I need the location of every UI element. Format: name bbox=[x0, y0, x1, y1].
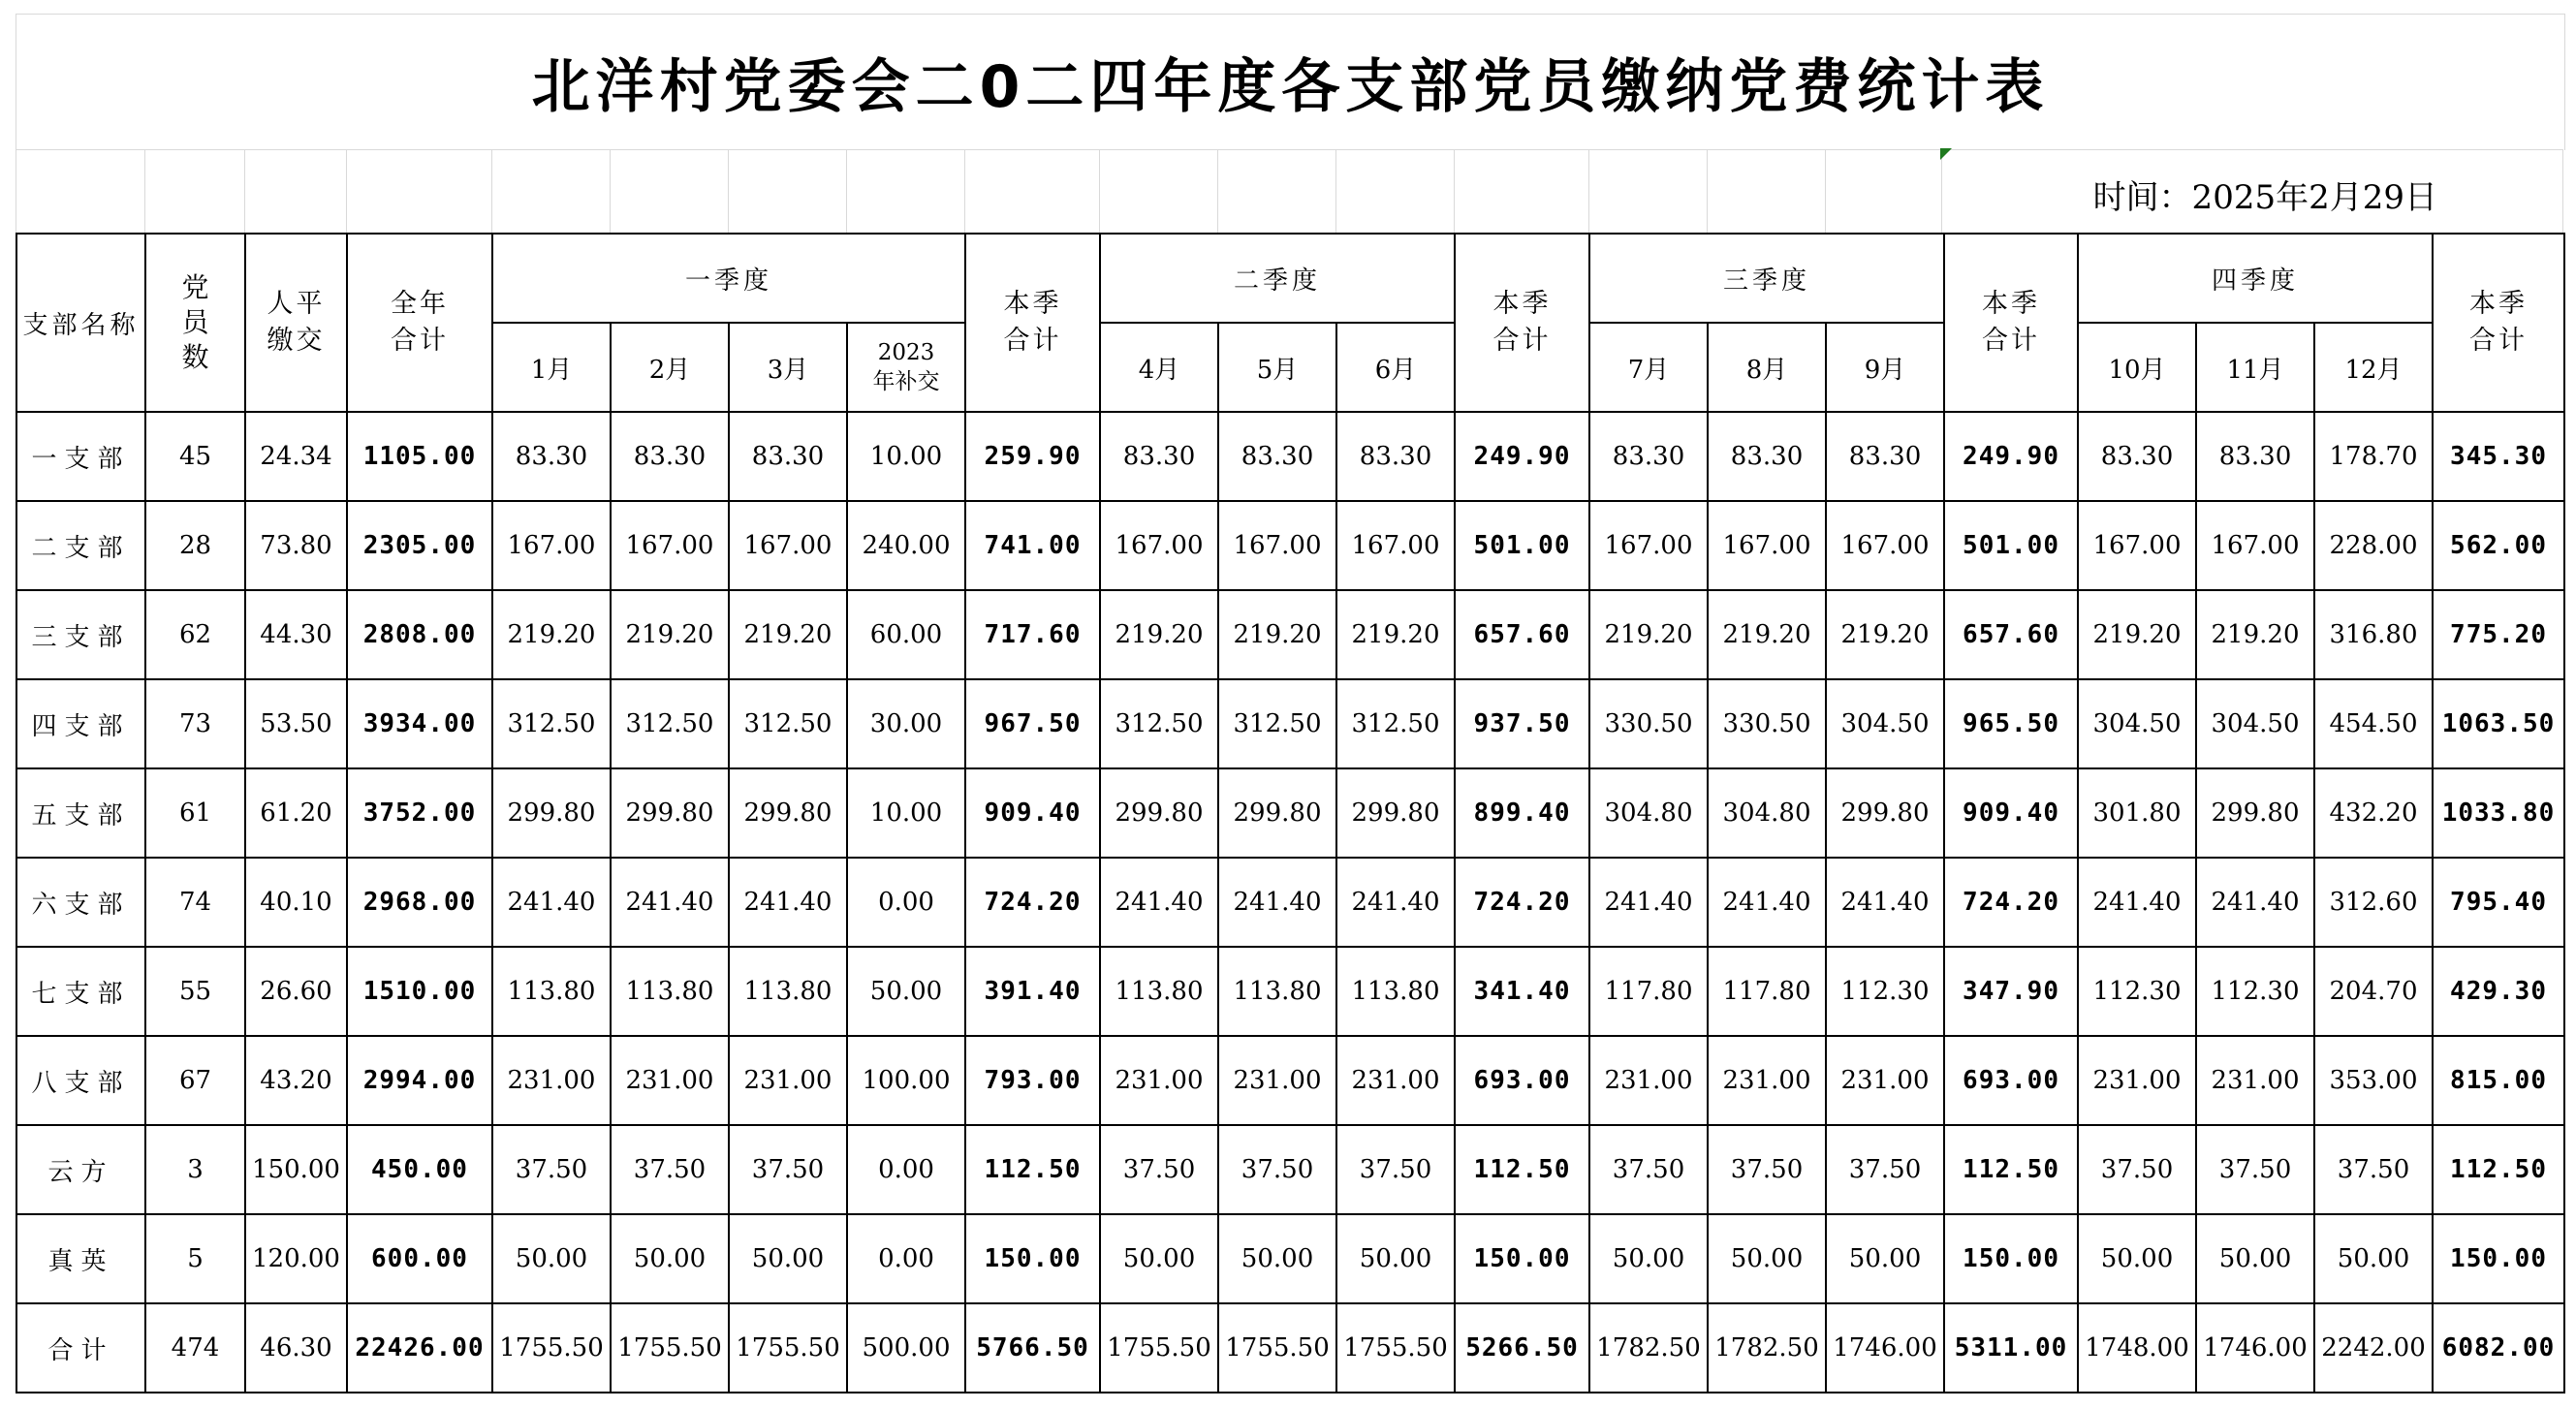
month-1-cell: 113.80 bbox=[492, 947, 611, 1036]
month-11-cell: 219.20 bbox=[2196, 590, 2314, 679]
month-11-cell: 50.00 bbox=[2196, 1214, 2314, 1303]
month-8-cell: 50.00 bbox=[1708, 1214, 1826, 1303]
month-10-cell: 241.40 bbox=[2078, 858, 2196, 947]
table-row bbox=[16, 679, 2564, 768]
year-total-cell: 2808.00 bbox=[347, 590, 492, 679]
avg-fee-cell: 43.20 bbox=[245, 1036, 347, 1125]
month-3-cell: 167.00 bbox=[729, 501, 847, 590]
header-month-10: 10月 bbox=[2078, 323, 2196, 412]
header-month-12: 12月 bbox=[2314, 323, 2433, 412]
month-2-cell: 219.20 bbox=[611, 590, 729, 679]
month-11-cell: 37.50 bbox=[2196, 1125, 2314, 1214]
header-row-1 bbox=[16, 234, 2564, 323]
month-7-cell: 117.80 bbox=[1589, 947, 1708, 1036]
month-7-cell: 37.50 bbox=[1589, 1125, 1708, 1214]
year-total-cell: 3752.00 bbox=[347, 768, 492, 858]
month-2-cell: 167.00 bbox=[611, 501, 729, 590]
branch-name-cell: 真英 bbox=[16, 1214, 145, 1303]
month-8-cell: 37.50 bbox=[1708, 1125, 1826, 1214]
header-month-6: 6月 bbox=[1336, 323, 1455, 412]
month-4-cell: 1755.50 bbox=[1100, 1303, 1218, 1393]
month-9-cell: 219.20 bbox=[1826, 590, 1944, 679]
header-q4: 四季度 bbox=[2078, 234, 2433, 323]
supplement-cell: 100.00 bbox=[847, 1036, 965, 1125]
month-9-cell: 304.50 bbox=[1826, 679, 1944, 768]
month-6-cell: 50.00 bbox=[1336, 1214, 1455, 1303]
table-row bbox=[16, 947, 2564, 1036]
branch-name-cell: 一支部 bbox=[16, 412, 145, 501]
header-supplement: 2023年补交 bbox=[847, 323, 965, 412]
month-10-cell: 167.00 bbox=[2078, 501, 2196, 590]
month-5-cell: 219.20 bbox=[1218, 590, 1336, 679]
branch-name-cell: 六支部 bbox=[16, 858, 145, 947]
month-1-cell: 241.40 bbox=[492, 858, 611, 947]
month-5-cell: 83.30 bbox=[1218, 412, 1336, 501]
q3-total-cell: 909.40 bbox=[1944, 768, 2078, 858]
month-7-cell: 83.30 bbox=[1589, 412, 1708, 501]
month-12-cell: 37.50 bbox=[2314, 1125, 2433, 1214]
header-year-total: 全年合计 bbox=[347, 234, 492, 412]
supplement-cell: 0.00 bbox=[847, 858, 965, 947]
q2-total-cell: 341.40 bbox=[1455, 947, 1589, 1036]
month-7-cell: 330.50 bbox=[1589, 679, 1708, 768]
avg-fee-cell: 73.80 bbox=[245, 501, 347, 590]
month-7-cell: 219.20 bbox=[1589, 590, 1708, 679]
month-10-cell: 50.00 bbox=[2078, 1214, 2196, 1303]
month-1-cell: 299.80 bbox=[492, 768, 611, 858]
month-6-cell: 241.40 bbox=[1336, 858, 1455, 947]
month-2-cell: 231.00 bbox=[611, 1036, 729, 1125]
month-5-cell: 1755.50 bbox=[1218, 1303, 1336, 1393]
month-12-cell: 178.70 bbox=[2314, 412, 2433, 501]
supplement-cell: 30.00 bbox=[847, 679, 965, 768]
avg-fee-cell: 26.60 bbox=[245, 947, 347, 1036]
month-5-cell: 167.00 bbox=[1218, 501, 1336, 590]
month-11-cell: 83.30 bbox=[2196, 412, 2314, 501]
q4-total-cell: 6082.00 bbox=[2433, 1303, 2564, 1393]
month-7-cell: 1782.50 bbox=[1589, 1303, 1708, 1393]
month-8-cell: 330.50 bbox=[1708, 679, 1826, 768]
month-12-cell: 204.70 bbox=[2314, 947, 2433, 1036]
q2-total-cell: 937.50 bbox=[1455, 679, 1589, 768]
q2-total-cell: 693.00 bbox=[1455, 1036, 1589, 1125]
month-4-cell: 312.50 bbox=[1100, 679, 1218, 768]
q2-total-cell: 249.90 bbox=[1455, 412, 1589, 501]
month-5-cell: 50.00 bbox=[1218, 1214, 1336, 1303]
month-8-cell: 241.40 bbox=[1708, 858, 1826, 947]
q1-total-cell: 391.40 bbox=[965, 947, 1100, 1036]
q4-total-cell: 429.30 bbox=[2433, 947, 2564, 1036]
month-1-cell: 219.20 bbox=[492, 590, 611, 679]
q4-total-cell: 775.20 bbox=[2433, 590, 2564, 679]
avg-fee-cell: 120.00 bbox=[245, 1214, 347, 1303]
month-3-cell: 113.80 bbox=[729, 947, 847, 1036]
year-total-cell: 450.00 bbox=[347, 1125, 492, 1214]
supplement-cell: 0.00 bbox=[847, 1125, 965, 1214]
branch-name-cell: 合计 bbox=[16, 1303, 145, 1393]
q4-total-cell: 1033.80 bbox=[2433, 768, 2564, 858]
header-member-count: 党员数 bbox=[145, 234, 245, 412]
month-7-cell: 241.40 bbox=[1589, 858, 1708, 947]
q3-total-cell: 112.50 bbox=[1944, 1125, 2078, 1214]
month-1-cell: 37.50 bbox=[492, 1125, 611, 1214]
table-row bbox=[16, 1303, 2564, 1393]
q3-total-cell: 5311.00 bbox=[1944, 1303, 2078, 1393]
supplement-cell: 240.00 bbox=[847, 501, 965, 590]
month-4-cell: 113.80 bbox=[1100, 947, 1218, 1036]
cell-comment-marker bbox=[1940, 148, 1952, 160]
month-6-cell: 113.80 bbox=[1336, 947, 1455, 1036]
avg-fee-cell: 44.30 bbox=[245, 590, 347, 679]
month-6-cell: 83.30 bbox=[1336, 412, 1455, 501]
month-4-cell: 299.80 bbox=[1100, 768, 1218, 858]
month-11-cell: 1746.00 bbox=[2196, 1303, 2314, 1393]
header-q3: 三季度 bbox=[1589, 234, 1944, 323]
header-q2-total: 本季合计 bbox=[1455, 234, 1589, 412]
month-8-cell: 231.00 bbox=[1708, 1036, 1826, 1125]
branch-name-cell: 二支部 bbox=[16, 501, 145, 590]
month-9-cell: 37.50 bbox=[1826, 1125, 1944, 1214]
header-month-2: 2月 bbox=[611, 323, 729, 412]
year-total-cell: 2994.00 bbox=[347, 1036, 492, 1125]
month-10-cell: 231.00 bbox=[2078, 1036, 2196, 1125]
month-12-cell: 228.00 bbox=[2314, 501, 2433, 590]
member-count-cell: 55 bbox=[145, 947, 245, 1036]
month-7-cell: 167.00 bbox=[1589, 501, 1708, 590]
month-11-cell: 241.40 bbox=[2196, 858, 2314, 947]
month-10-cell: 304.50 bbox=[2078, 679, 2196, 768]
q4-total-cell: 112.50 bbox=[2433, 1125, 2564, 1214]
month-6-cell: 299.80 bbox=[1336, 768, 1455, 858]
month-3-cell: 37.50 bbox=[729, 1125, 847, 1214]
year-total-cell: 600.00 bbox=[347, 1214, 492, 1303]
month-5-cell: 37.50 bbox=[1218, 1125, 1336, 1214]
member-count-cell: 74 bbox=[145, 858, 245, 947]
date-row bbox=[16, 149, 2563, 233]
header-month-9: 9月 bbox=[1826, 323, 1944, 412]
table-body bbox=[16, 412, 2564, 1393]
q3-total-cell: 657.60 bbox=[1944, 590, 2078, 679]
supplement-cell: 60.00 bbox=[847, 590, 965, 679]
month-9-cell: 231.00 bbox=[1826, 1036, 1944, 1125]
month-6-cell: 167.00 bbox=[1336, 501, 1455, 590]
month-5-cell: 299.80 bbox=[1218, 768, 1336, 858]
q2-total-cell: 724.20 bbox=[1455, 858, 1589, 947]
year-total-cell: 1105.00 bbox=[347, 412, 492, 501]
month-11-cell: 167.00 bbox=[2196, 501, 2314, 590]
q2-total-cell: 112.50 bbox=[1455, 1125, 1589, 1214]
table-row bbox=[16, 1125, 2564, 1214]
q4-total-cell: 562.00 bbox=[2433, 501, 2564, 590]
q3-total-cell: 693.00 bbox=[1944, 1036, 2078, 1125]
avg-fee-cell: 53.50 bbox=[245, 679, 347, 768]
month-8-cell: 117.80 bbox=[1708, 947, 1826, 1036]
month-1-cell: 167.00 bbox=[492, 501, 611, 590]
report-date: 时间：2025年2月29日 bbox=[2092, 178, 2437, 217]
member-count-cell: 474 bbox=[145, 1303, 245, 1393]
month-2-cell: 50.00 bbox=[611, 1214, 729, 1303]
header-month-7: 7月 bbox=[1589, 323, 1708, 412]
month-3-cell: 231.00 bbox=[729, 1036, 847, 1125]
page-title: 北洋村党委会二0二四年度各支部党员缴纳党费统计表 bbox=[16, 14, 2565, 150]
q1-total-cell: 150.00 bbox=[965, 1214, 1100, 1303]
table-row bbox=[16, 858, 2564, 947]
month-9-cell: 1746.00 bbox=[1826, 1303, 1944, 1393]
month-4-cell: 241.40 bbox=[1100, 858, 1218, 947]
month-3-cell: 83.30 bbox=[729, 412, 847, 501]
supplement-cell: 10.00 bbox=[847, 768, 965, 858]
month-3-cell: 312.50 bbox=[729, 679, 847, 768]
q1-total-cell: 259.90 bbox=[965, 412, 1100, 501]
q1-total-cell: 724.20 bbox=[965, 858, 1100, 947]
table-row bbox=[16, 1036, 2564, 1125]
header-branch-name: 支部名称 bbox=[16, 234, 145, 412]
month-6-cell: 312.50 bbox=[1336, 679, 1455, 768]
month-12-cell: 353.00 bbox=[2314, 1036, 2433, 1125]
header-q1: 一季度 bbox=[492, 234, 965, 323]
table-row bbox=[16, 501, 2564, 590]
header-q1-total: 本季合计 bbox=[965, 234, 1100, 412]
month-7-cell: 231.00 bbox=[1589, 1036, 1708, 1125]
month-8-cell: 83.30 bbox=[1708, 412, 1826, 501]
month-10-cell: 1748.00 bbox=[2078, 1303, 2196, 1393]
month-1-cell: 1755.50 bbox=[492, 1303, 611, 1393]
month-1-cell: 231.00 bbox=[492, 1036, 611, 1125]
month-10-cell: 37.50 bbox=[2078, 1125, 2196, 1214]
month-12-cell: 316.80 bbox=[2314, 590, 2433, 679]
supplement-cell: 0.00 bbox=[847, 1214, 965, 1303]
month-9-cell: 50.00 bbox=[1826, 1214, 1944, 1303]
month-2-cell: 241.40 bbox=[611, 858, 729, 947]
month-4-cell: 167.00 bbox=[1100, 501, 1218, 590]
month-10-cell: 112.30 bbox=[2078, 947, 2196, 1036]
month-4-cell: 50.00 bbox=[1100, 1214, 1218, 1303]
month-8-cell: 1782.50 bbox=[1708, 1303, 1826, 1393]
q1-total-cell: 967.50 bbox=[965, 679, 1100, 768]
year-total-cell: 1510.00 bbox=[347, 947, 492, 1036]
avg-fee-cell: 150.00 bbox=[245, 1125, 347, 1214]
month-4-cell: 231.00 bbox=[1100, 1036, 1218, 1125]
q1-total-cell: 112.50 bbox=[965, 1125, 1100, 1214]
supplement-cell: 10.00 bbox=[847, 412, 965, 501]
header-month-11: 11月 bbox=[2196, 323, 2314, 412]
month-1-cell: 83.30 bbox=[492, 412, 611, 501]
month-12-cell: 454.50 bbox=[2314, 679, 2433, 768]
header-q3-total: 本季合计 bbox=[1944, 234, 2078, 412]
month-7-cell: 304.80 bbox=[1589, 768, 1708, 858]
q4-total-cell: 795.40 bbox=[2433, 858, 2564, 947]
month-10-cell: 301.80 bbox=[2078, 768, 2196, 858]
header-q2: 二季度 bbox=[1100, 234, 1455, 323]
q4-total-cell: 150.00 bbox=[2433, 1214, 2564, 1303]
q3-total-cell: 724.20 bbox=[1944, 858, 2078, 947]
month-8-cell: 219.20 bbox=[1708, 590, 1826, 679]
q2-total-cell: 150.00 bbox=[1455, 1214, 1589, 1303]
month-9-cell: 83.30 bbox=[1826, 412, 1944, 501]
q3-total-cell: 249.90 bbox=[1944, 412, 2078, 501]
month-2-cell: 299.80 bbox=[611, 768, 729, 858]
month-10-cell: 219.20 bbox=[2078, 590, 2196, 679]
month-5-cell: 312.50 bbox=[1218, 679, 1336, 768]
month-12-cell: 2242.00 bbox=[2314, 1303, 2433, 1393]
year-total-cell: 3934.00 bbox=[347, 679, 492, 768]
avg-fee-cell: 40.10 bbox=[245, 858, 347, 947]
member-count-cell: 61 bbox=[145, 768, 245, 858]
month-9-cell: 299.80 bbox=[1826, 768, 1944, 858]
month-3-cell: 299.80 bbox=[729, 768, 847, 858]
table-row bbox=[16, 1214, 2564, 1303]
member-count-cell: 62 bbox=[145, 590, 245, 679]
q4-total-cell: 815.00 bbox=[2433, 1036, 2564, 1125]
month-2-cell: 37.50 bbox=[611, 1125, 729, 1214]
q3-total-cell: 150.00 bbox=[1944, 1214, 2078, 1303]
member-count-cell: 5 bbox=[145, 1214, 245, 1303]
avg-fee-cell: 24.34 bbox=[245, 412, 347, 501]
avg-fee-cell: 46.30 bbox=[245, 1303, 347, 1393]
q3-total-cell: 965.50 bbox=[1944, 679, 2078, 768]
month-2-cell: 83.30 bbox=[611, 412, 729, 501]
q2-total-cell: 5266.50 bbox=[1455, 1303, 1589, 1393]
q1-total-cell: 909.40 bbox=[965, 768, 1100, 858]
q3-total-cell: 501.00 bbox=[1944, 501, 2078, 590]
month-3-cell: 50.00 bbox=[729, 1214, 847, 1303]
month-6-cell: 1755.50 bbox=[1336, 1303, 1455, 1393]
q2-total-cell: 899.40 bbox=[1455, 768, 1589, 858]
avg-fee-cell: 61.20 bbox=[245, 768, 347, 858]
supplement-cell: 500.00 bbox=[847, 1303, 965, 1393]
month-5-cell: 113.80 bbox=[1218, 947, 1336, 1036]
q2-total-cell: 501.00 bbox=[1455, 501, 1589, 590]
month-6-cell: 37.50 bbox=[1336, 1125, 1455, 1214]
month-5-cell: 241.40 bbox=[1218, 858, 1336, 947]
supplement-cell: 50.00 bbox=[847, 947, 965, 1036]
month-12-cell: 432.20 bbox=[2314, 768, 2433, 858]
q1-total-cell: 741.00 bbox=[965, 501, 1100, 590]
month-12-cell: 312.60 bbox=[2314, 858, 2433, 947]
branch-name-cell: 八支部 bbox=[16, 1036, 145, 1125]
q3-total-cell: 347.90 bbox=[1944, 947, 2078, 1036]
month-11-cell: 112.30 bbox=[2196, 947, 2314, 1036]
spreadsheet bbox=[16, 14, 2563, 1393]
month-1-cell: 312.50 bbox=[492, 679, 611, 768]
month-3-cell: 1755.50 bbox=[729, 1303, 847, 1393]
branch-name-cell: 三支部 bbox=[16, 590, 145, 679]
month-5-cell: 231.00 bbox=[1218, 1036, 1336, 1125]
month-3-cell: 219.20 bbox=[729, 590, 847, 679]
member-count-cell: 28 bbox=[145, 501, 245, 590]
q1-total-cell: 5766.50 bbox=[965, 1303, 1100, 1393]
header-q4-total: 本季合计 bbox=[2433, 234, 2564, 412]
q4-total-cell: 1063.50 bbox=[2433, 679, 2564, 768]
month-8-cell: 304.80 bbox=[1708, 768, 1826, 858]
month-4-cell: 219.20 bbox=[1100, 590, 1218, 679]
year-total-cell: 2305.00 bbox=[347, 501, 492, 590]
month-2-cell: 113.80 bbox=[611, 947, 729, 1036]
header-month-5: 5月 bbox=[1218, 323, 1336, 412]
title-area bbox=[16, 14, 2563, 233]
table-row bbox=[16, 590, 2564, 679]
month-12-cell: 50.00 bbox=[2314, 1214, 2433, 1303]
member-count-cell: 3 bbox=[145, 1125, 245, 1214]
fee-table bbox=[16, 233, 2565, 1393]
q1-total-cell: 793.00 bbox=[965, 1036, 1100, 1125]
month-11-cell: 231.00 bbox=[2196, 1036, 2314, 1125]
month-2-cell: 1755.50 bbox=[611, 1303, 729, 1393]
q4-total-cell: 345.30 bbox=[2433, 412, 2564, 501]
month-11-cell: 304.50 bbox=[2196, 679, 2314, 768]
month-9-cell: 112.30 bbox=[1826, 947, 1944, 1036]
month-10-cell: 83.30 bbox=[2078, 412, 2196, 501]
month-9-cell: 241.40 bbox=[1826, 858, 1944, 947]
month-4-cell: 83.30 bbox=[1100, 412, 1218, 501]
header-month-8: 8月 bbox=[1708, 323, 1826, 412]
year-total-cell: 22426.00 bbox=[347, 1303, 492, 1393]
month-11-cell: 299.80 bbox=[2196, 768, 2314, 858]
header-month-3: 3月 bbox=[729, 323, 847, 412]
month-6-cell: 231.00 bbox=[1336, 1036, 1455, 1125]
month-4-cell: 37.50 bbox=[1100, 1125, 1218, 1214]
branch-name-cell: 五支部 bbox=[16, 768, 145, 858]
branch-name-cell: 七支部 bbox=[16, 947, 145, 1036]
header-month-4: 4月 bbox=[1100, 323, 1218, 412]
month-2-cell: 312.50 bbox=[611, 679, 729, 768]
member-count-cell: 73 bbox=[145, 679, 245, 768]
table-row bbox=[16, 768, 2564, 858]
header-month-1: 1月 bbox=[492, 323, 611, 412]
month-1-cell: 50.00 bbox=[492, 1214, 611, 1303]
member-count-cell: 45 bbox=[145, 412, 245, 501]
month-7-cell: 50.00 bbox=[1589, 1214, 1708, 1303]
q2-total-cell: 657.60 bbox=[1455, 590, 1589, 679]
branch-name-cell: 四支部 bbox=[16, 679, 145, 768]
branch-name-cell: 云方 bbox=[16, 1125, 145, 1214]
month-6-cell: 219.20 bbox=[1336, 590, 1455, 679]
member-count-cell: 67 bbox=[145, 1036, 245, 1125]
header-avg-fee: 人平缴交 bbox=[245, 234, 347, 412]
month-9-cell: 167.00 bbox=[1826, 501, 1944, 590]
table-row bbox=[16, 412, 2564, 501]
year-total-cell: 2968.00 bbox=[347, 858, 492, 947]
q1-total-cell: 717.60 bbox=[965, 590, 1100, 679]
month-3-cell: 241.40 bbox=[729, 858, 847, 947]
month-8-cell: 167.00 bbox=[1708, 501, 1826, 590]
